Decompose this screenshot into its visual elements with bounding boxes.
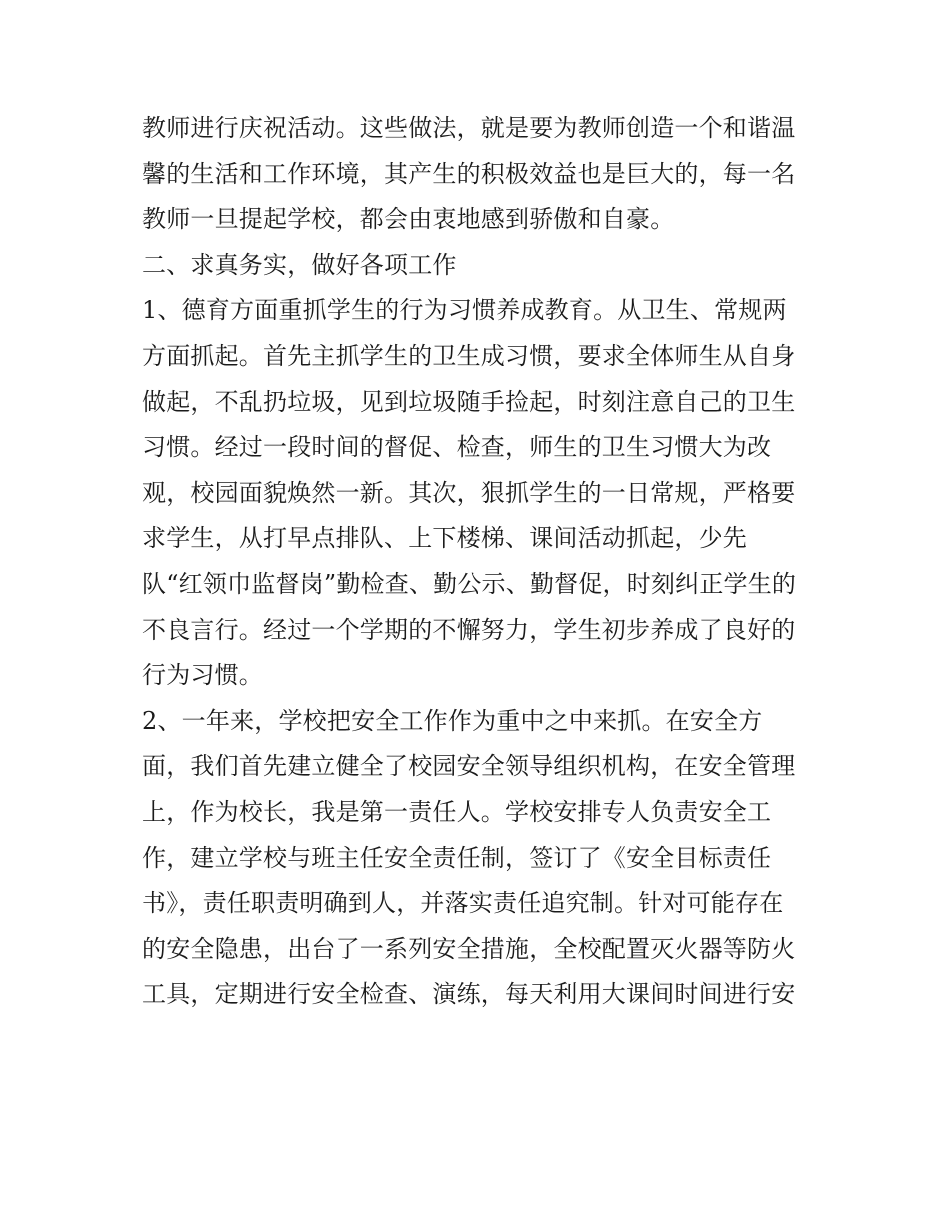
text-line: 面，我们首先建立健全了校园安全领导组织机构，在安全管理: [142, 752, 796, 781]
text-line: 教师一旦提起学校，都会由衷地感到骄傲和自豪。: [142, 205, 675, 234]
text-line: 的安全隐患，出台了一系列安全措施，全校配置灭火器等防火: [142, 934, 796, 963]
text-line: 不良言行。经过一个学期的不懈努力，学生初步养成了良好的: [142, 615, 796, 644]
text-line: 做起，不乱扔垃圾，见到垃圾随手捡起，时刻注意自己的卫生: [142, 387, 796, 416]
text-line: 1、德育方面重抓学生的行为习惯养成教育。从卫生、常规两: [142, 296, 787, 325]
text-line: 习惯。经过一段时间的督促、检查，师生的卫生习惯大为改: [142, 433, 772, 462]
text-line: 方面抓起。首先主抓学生的卫生成习惯，要求全体师生从自身: [142, 341, 796, 370]
text-line: 队“红领巾监督岗”勤检查、勤公示、勤督促，时刻纠正学生的: [142, 569, 797, 598]
text-line: 上，作为校长，我是第一责任人。学校安排专人负责安全工: [142, 797, 772, 826]
document-body: [142, 106, 822, 1018]
text-line: 教师进行庆祝活动。这些做法，就是要为教师创造一个和谐温: [142, 114, 796, 142]
text-line: 馨的生活和工作环境，其产生的积极效益也是巨大的，每一名: [142, 159, 796, 188]
text-line: 书》，责任职责明确到人，并落实责任追究制。针对可能存在: [142, 889, 784, 918]
text-line: 工具，定期进行安全检查、演练，每天利用大课间时间进行安: [142, 980, 796, 1009]
text-line: 求学生，从打早点排队、上下楼梯、课间活动抓起，少先: [142, 524, 747, 553]
text-line: 作，建立学校与班主任安全责任制，签订了《安全目标责任: [142, 843, 772, 872]
text-line: 2、一年来，学校把安全工作作为重中之中来抓。在安全方: [142, 706, 763, 735]
section-heading: 二、求真务实，做好各项工作: [142, 250, 457, 279]
text-line: 观，校园面貌焕然一新。其次，狠抓学生的一日常规，严格要: [142, 478, 796, 507]
text-line: 行为习惯。: [142, 661, 263, 690]
